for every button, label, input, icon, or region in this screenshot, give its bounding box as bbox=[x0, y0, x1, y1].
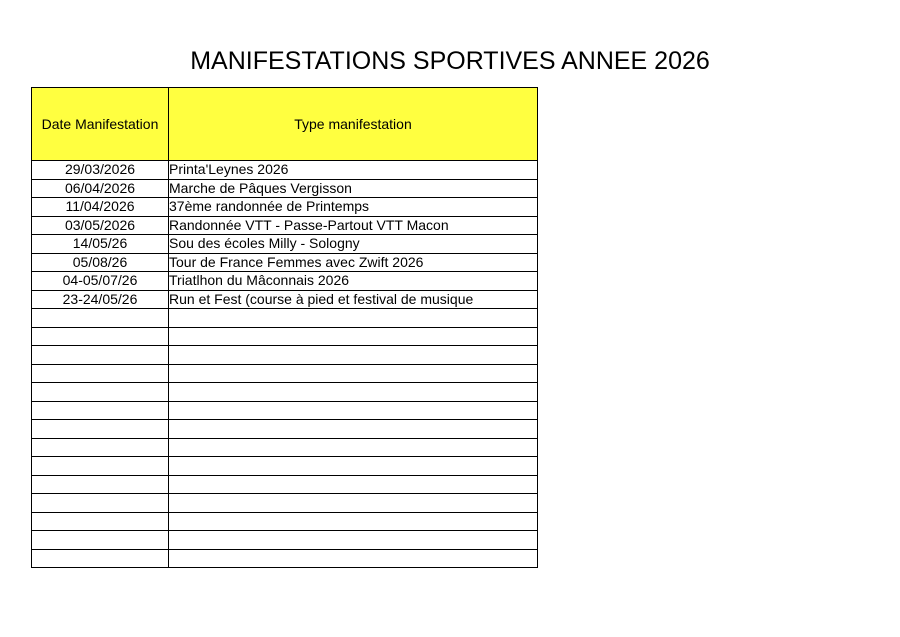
type-cell bbox=[169, 327, 538, 346]
date-cell bbox=[32, 475, 169, 494]
table-row bbox=[32, 198, 538, 217]
type-cell bbox=[169, 364, 538, 383]
date-cell: 06/04/2026 bbox=[32, 179, 169, 198]
type-cell: Run et Fest (course à pied et festival de musique bbox=[169, 290, 538, 309]
date-cell bbox=[32, 346, 169, 365]
table-row bbox=[32, 457, 538, 476]
date-cell: 03/05/2026 bbox=[32, 216, 169, 235]
table-body bbox=[32, 161, 538, 568]
type-cell bbox=[169, 512, 538, 531]
date-cell bbox=[32, 401, 169, 420]
table-row bbox=[32, 512, 538, 531]
date-cell: 29/03/2026 bbox=[32, 161, 169, 180]
column-header-date: Date Manifestation bbox=[32, 88, 169, 161]
date-cell: 05/08/26 bbox=[32, 253, 169, 272]
table-row bbox=[32, 383, 538, 402]
date-cell bbox=[32, 494, 169, 513]
type-cell bbox=[169, 401, 538, 420]
type-cell bbox=[169, 549, 538, 568]
table-row bbox=[32, 161, 538, 180]
date-cell bbox=[32, 383, 169, 402]
table-row bbox=[32, 438, 538, 457]
table-header-row bbox=[32, 88, 538, 161]
date-cell bbox=[32, 420, 169, 439]
table-row bbox=[32, 309, 538, 328]
table-row bbox=[32, 346, 538, 365]
type-cell bbox=[169, 438, 538, 457]
table-row bbox=[32, 235, 538, 254]
date-cell bbox=[32, 438, 169, 457]
date-cell: 04-05/07/26 bbox=[32, 272, 169, 291]
table-row bbox=[32, 549, 538, 568]
type-cell: Marche de Pâques Vergisson bbox=[169, 179, 538, 198]
type-cell: Printa'Leynes 2026 bbox=[169, 161, 538, 180]
date-cell bbox=[32, 531, 169, 550]
page-title: MANIFESTATIONS SPORTIVES ANNEE 2026 bbox=[190, 47, 710, 75]
type-cell bbox=[169, 346, 538, 365]
type-cell: Triatlhon du Mâconnais 2026 bbox=[169, 272, 538, 291]
date-cell bbox=[32, 457, 169, 476]
table-row bbox=[32, 179, 538, 198]
type-cell bbox=[169, 309, 538, 328]
table-row bbox=[32, 290, 538, 309]
events-table bbox=[31, 87, 538, 568]
type-cell: 37ème randonnée de Printemps bbox=[169, 198, 538, 217]
date-cell bbox=[32, 364, 169, 383]
type-cell bbox=[169, 494, 538, 513]
type-cell bbox=[169, 475, 538, 494]
date-cell bbox=[32, 512, 169, 531]
type-cell bbox=[169, 383, 538, 402]
table-row bbox=[32, 401, 538, 420]
table-row bbox=[32, 327, 538, 346]
table-row bbox=[32, 253, 538, 272]
type-cell bbox=[169, 531, 538, 550]
type-cell: Sou des écoles Milly - Sologny bbox=[169, 235, 538, 254]
type-cell: Randonnée VTT - Passe-Partout VTT Macon bbox=[169, 216, 538, 235]
type-cell bbox=[169, 457, 538, 476]
table-row bbox=[32, 475, 538, 494]
date-cell: 14/05/26 bbox=[32, 235, 169, 254]
table-row bbox=[32, 494, 538, 513]
date-cell bbox=[32, 549, 169, 568]
table-row bbox=[32, 216, 538, 235]
date-cell: 11/04/2026 bbox=[32, 198, 169, 217]
column-header-type: Type manifestation bbox=[169, 88, 538, 161]
type-cell bbox=[169, 420, 538, 439]
table-row bbox=[32, 420, 538, 439]
date-cell bbox=[32, 309, 169, 328]
date-cell bbox=[32, 327, 169, 346]
table-row bbox=[32, 531, 538, 550]
date-cell: 23-24/05/26 bbox=[32, 290, 169, 309]
table-row bbox=[32, 364, 538, 383]
type-cell: Tour de France Femmes avec Zwift 2026 bbox=[169, 253, 538, 272]
table-row bbox=[32, 272, 538, 291]
